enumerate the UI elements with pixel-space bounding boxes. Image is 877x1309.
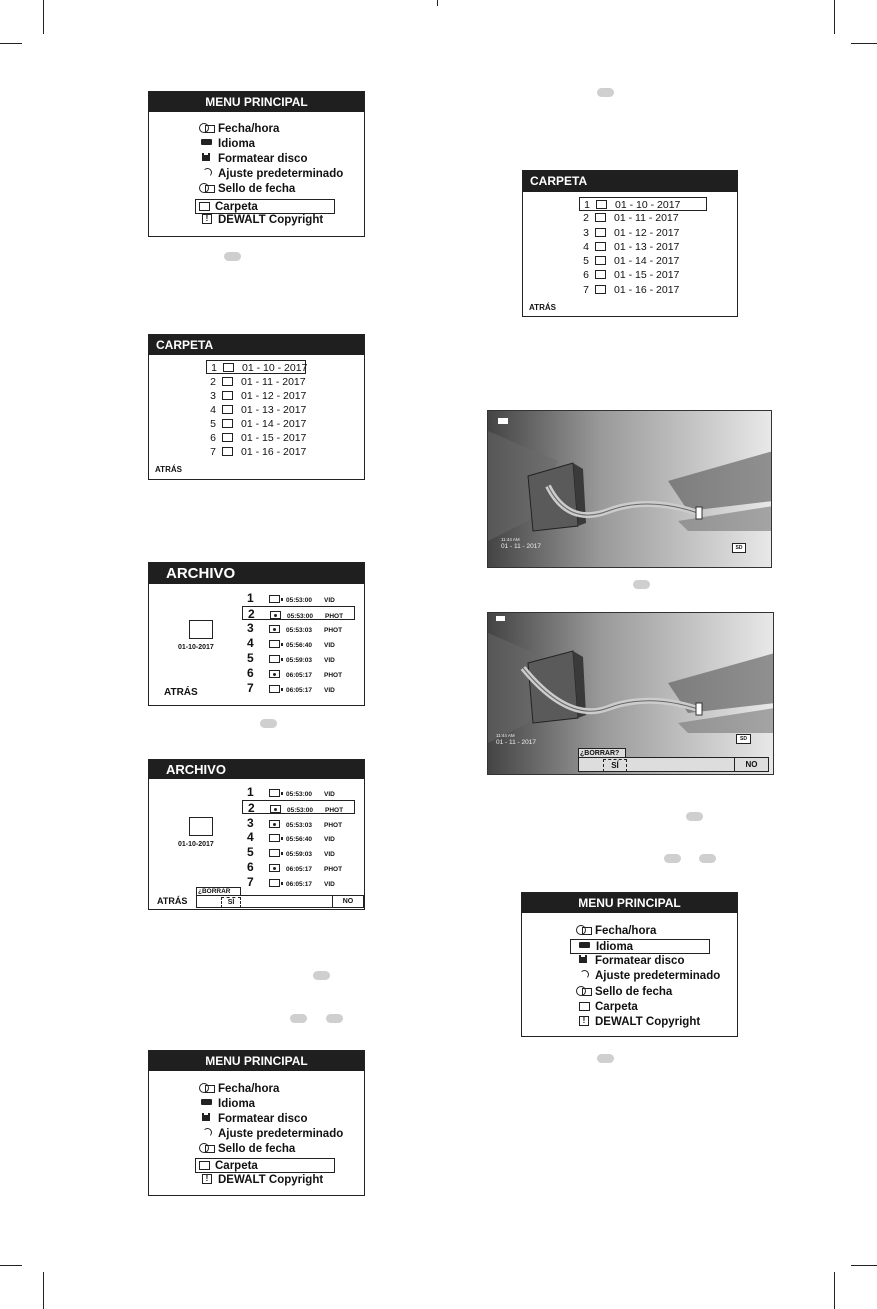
- folder-icon: [595, 228, 606, 237]
- button-icon: [224, 252, 241, 261]
- carpeta-title: CARPETA: [149, 335, 364, 355]
- menu-item-fecha-hora[interactable]: Fecha/hora: [199, 1082, 279, 1097]
- folder-row[interactable]: 6 01 - 15 - 2017: [583, 269, 680, 281]
- crop-mark: [834, 0, 835, 34]
- crop-mark: [437, 0, 438, 6]
- delete-prompt-label: ¿BORRAR?: [578, 748, 626, 757]
- camera-mode-icon: [496, 616, 505, 621]
- language-icon: [577, 940, 593, 951]
- menu-item-ajuste[interactable]: Ajuste predeterminado: [576, 969, 720, 984]
- photo-preview: [487, 410, 772, 568]
- menu-item-sello[interactable]: Sello de fecha: [199, 182, 295, 197]
- info-icon: [576, 1015, 592, 1026]
- delete-prompt-label: ¿BORRAR: [196, 887, 241, 895]
- menu-item-fecha-hora[interactable]: Fecha/hora: [199, 122, 279, 137]
- date-stamp-icon: [576, 985, 592, 996]
- button-icon: [597, 1054, 614, 1063]
- language-icon: [199, 137, 215, 148]
- photo-icon: [270, 611, 281, 619]
- file-row[interactable]: 2 05:53:00 PHOT: [242, 606, 355, 620]
- menu-item-sello[interactable]: Sello de fecha: [199, 1142, 295, 1157]
- folder-icon: [196, 200, 212, 211]
- photo-icon: [270, 805, 281, 813]
- folder-icon: [222, 433, 233, 442]
- file-row[interactable]: 3 05:53:03 PHOT: [247, 816, 343, 830]
- file-row[interactable]: 1 05:53:00 VID: [247, 591, 335, 605]
- reset-icon: [199, 167, 215, 178]
- menu-title: MENU PRINCIPAL: [149, 1051, 364, 1071]
- folder-icon: [595, 270, 606, 279]
- crop-mark: [834, 1272, 835, 1309]
- clock-icon: [576, 924, 592, 935]
- folder-icon: [222, 391, 233, 400]
- archivo-title: ARCHIVO: [149, 760, 364, 779]
- file-row[interactable]: 1 05:53:00 VID: [247, 785, 335, 799]
- folder-row[interactable]: 1 01 - 10 - 2017: [579, 197, 707, 211]
- photo-icon: [269, 625, 280, 633]
- crop-mark: [0, 1265, 22, 1266]
- file-row[interactable]: 5 05:59:03 VID: [247, 651, 335, 665]
- folder-icon: [222, 419, 233, 428]
- menu-item-copyright[interactable]: !DEWALT Copyright: [199, 1173, 323, 1188]
- clock-icon: [199, 1082, 215, 1093]
- folder-icon: [189, 817, 213, 836]
- folder-row[interactable]: 5 01 - 14 - 2017: [210, 418, 307, 430]
- folder-row[interactable]: 3 01 - 12 - 2017: [583, 227, 680, 239]
- folder-row[interactable]: 4 01 - 13 - 2017: [583, 241, 680, 253]
- menu-item-ajuste[interactable]: Ajuste predeterminado: [199, 1127, 343, 1142]
- date-stamp-icon: [199, 1142, 215, 1153]
- photo-icon: [269, 864, 280, 872]
- video-icon: [269, 640, 280, 648]
- button-icon: [260, 719, 277, 728]
- crop-mark: [43, 0, 44, 34]
- back-button[interactable]: ATRÁS: [164, 687, 198, 698]
- crop-mark: [851, 1265, 877, 1266]
- folder-row[interactable]: 1 01 - 10 - 2017: [206, 360, 306, 374]
- menu-item-copyright[interactable]: !DEWALT Copyright: [199, 213, 323, 228]
- menu-item-formatear[interactable]: Formatear disco: [199, 152, 307, 167]
- carpeta-screen: [148, 334, 365, 480]
- back-button[interactable]: ATRÁS: [157, 896, 188, 906]
- button-icon: [686, 812, 703, 821]
- folder-icon: [576, 1000, 592, 1011]
- menu-item-carpeta[interactable]: Carpeta: [195, 199, 335, 214]
- date-stamp-icon: [199, 182, 215, 193]
- button-icon: [290, 1014, 307, 1023]
- folder-row[interactable]: 4 01 - 13 - 2017: [210, 404, 307, 416]
- menu-principal-screen: [521, 892, 738, 1037]
- reset-icon: [199, 1127, 215, 1138]
- sd-card-icon: SD: [732, 543, 746, 553]
- folder-icon: [595, 285, 606, 294]
- folder-icon: [222, 447, 233, 456]
- date-overlay: 01 - 11 - 2017: [496, 739, 536, 746]
- file-row[interactable]: 7 06:05:17 VID: [247, 875, 335, 889]
- yes-button[interactable]: SÍ: [603, 759, 627, 772]
- menu-item-fecha-hora[interactable]: Fecha/hora: [576, 924, 656, 939]
- disk-icon: [199, 152, 215, 163]
- video-icon: [269, 879, 280, 887]
- menu-item-ajuste[interactable]: Ajuste predeterminado: [199, 167, 343, 182]
- button-icon: [313, 971, 330, 980]
- menu-item-formatear[interactable]: Formatear disco: [576, 954, 684, 969]
- yes-button[interactable]: SÍ: [221, 897, 241, 908]
- folder-icon: [189, 620, 213, 639]
- file-row[interactable]: 7 06:05:17 VID: [247, 681, 335, 695]
- button-icon: [664, 854, 681, 863]
- archivo-delete-screen: [148, 759, 365, 910]
- photo-icon: [269, 670, 280, 678]
- carpeta-screen: [522, 170, 738, 317]
- menu-item-formatear[interactable]: Formatear disco: [199, 1112, 307, 1127]
- carpeta-title: CARPETA: [523, 171, 737, 192]
- disk-icon: [576, 954, 592, 965]
- folder-row[interactable]: 6 01 - 15 - 2017: [210, 432, 307, 444]
- file-row[interactable]: 3 05:53:03 PHOT: [247, 621, 343, 635]
- disk-icon: [199, 1112, 215, 1123]
- menu-principal-screen: [148, 1050, 365, 1196]
- photo-icon: [269, 820, 280, 828]
- folder-icon: [196, 1159, 212, 1170]
- menu-item-carpeta[interactable]: Carpeta: [576, 1000, 638, 1015]
- file-row[interactable]: 6 06:05:17 PHOT: [247, 860, 343, 874]
- crop-mark: [43, 1272, 44, 1309]
- video-icon: [269, 789, 280, 797]
- sd-card-icon: SD: [736, 734, 751, 744]
- file-row[interactable]: 2 05:53:00 PHOT: [242, 800, 355, 814]
- button-icon: [633, 580, 650, 589]
- folder-row[interactable]: 3 01 - 12 - 2017: [210, 390, 307, 402]
- video-icon: [269, 595, 280, 603]
- menu-title: MENU PRINCIPAL: [522, 893, 737, 913]
- file-row[interactable]: 4 05:56:40 VID: [247, 636, 335, 650]
- clock-icon: [199, 122, 215, 133]
- info-icon: [199, 1173, 215, 1184]
- menu-item-sello[interactable]: Sello de fecha: [576, 985, 672, 1000]
- folder-icon: [595, 213, 606, 222]
- reset-icon: [576, 969, 592, 980]
- folder-icon: [595, 256, 606, 265]
- video-icon: [269, 849, 280, 857]
- no-button[interactable]: NO: [734, 758, 768, 771]
- video-icon: [269, 685, 280, 693]
- info-icon: [199, 213, 215, 224]
- camera-mode-icon: [498, 418, 508, 424]
- file-row[interactable]: 6 06:05:17 PHOT: [247, 666, 343, 680]
- time-overlay: 11:44 AM: [496, 733, 515, 738]
- button-icon: [326, 1014, 343, 1023]
- menu-item-idioma[interactable]: Idioma: [199, 1097, 255, 1112]
- menu-item-copyright[interactable]: !DEWALT Copyright: [576, 1015, 700, 1030]
- back-button[interactable]: ATRÁS: [155, 465, 182, 474]
- pipe-scene-illustration: [488, 613, 774, 775]
- video-icon: [269, 655, 280, 663]
- folder-icon: [222, 405, 233, 414]
- menu-item-carpeta[interactable]: Carpeta: [195, 1158, 335, 1173]
- button-icon: [597, 88, 614, 97]
- delete-dialog: [196, 895, 364, 908]
- crop-mark: [851, 43, 877, 44]
- folder-icon: [222, 377, 233, 386]
- file-row[interactable]: 4 05:56:40 VID: [247, 830, 335, 844]
- file-row[interactable]: 5 05:59:03 VID: [247, 845, 335, 859]
- folder-row[interactable]: 2 01 - 11 - 2017: [210, 376, 306, 388]
- menu-principal-screen: [148, 91, 365, 237]
- folder-date: 01-10-2017: [178, 841, 214, 848]
- menu-item-idioma[interactable]: Idioma: [570, 939, 710, 954]
- folder-icon: [595, 242, 606, 251]
- archivo-title: ARCHIVO: [149, 563, 364, 584]
- delete-dialog: [578, 757, 769, 772]
- folder-row[interactable]: 7 01 - 16 - 2017: [210, 446, 307, 458]
- back-button[interactable]: ATRÁS: [529, 303, 556, 312]
- folder-date: 01-10-2017: [178, 644, 214, 651]
- menu-title: MENU PRINCIPAL: [149, 92, 364, 112]
- date-overlay: 01 - 11 - 2017: [501, 543, 541, 550]
- folder-row[interactable]: 5 01 - 14 - 2017: [583, 255, 680, 267]
- folder-row[interactable]: 7 01 - 16 - 2017: [583, 284, 680, 296]
- folder-row[interactable]: 2 01 - 11 - 2017: [583, 212, 679, 224]
- language-icon: [199, 1097, 215, 1108]
- time-overlay: 11:44 AM: [501, 537, 520, 542]
- button-icon: [699, 854, 716, 863]
- crop-mark: [0, 43, 22, 44]
- folder-icon: [223, 363, 234, 372]
- no-button[interactable]: NO: [332, 896, 363, 907]
- archivo-screen: [148, 562, 365, 706]
- folder-icon: [596, 200, 607, 209]
- photo-delete-preview: [487, 612, 774, 775]
- video-icon: [269, 834, 280, 842]
- menu-item-idioma[interactable]: Idioma: [199, 137, 255, 152]
